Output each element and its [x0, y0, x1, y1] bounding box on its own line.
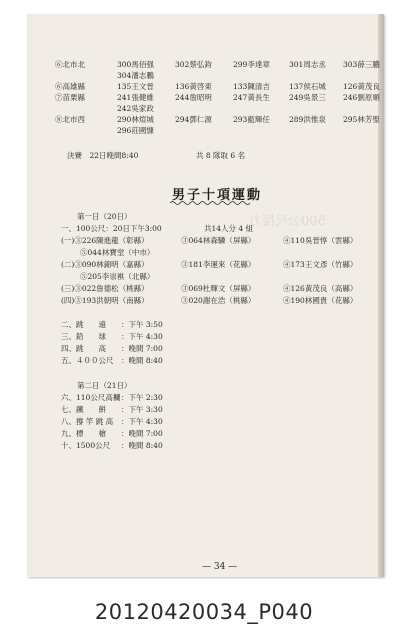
- athlete-entry: 249吳景三: [289, 93, 326, 102]
- athlete-entry: 135王文晉: [117, 82, 154, 91]
- event-name: 六、110公尺高欄: [61, 393, 121, 402]
- athlete-entry: 303薛三膿: [343, 60, 380, 69]
- athlete-entry: 241張健維: [117, 93, 154, 102]
- heat-entry: ③181李運來（花縣）: [181, 260, 256, 269]
- athlete-entry: 136黃啓東: [175, 82, 212, 91]
- day2-heading: 第二日（21日）: [77, 381, 132, 390]
- finals-time: 決賽 22日晚間8:40: [67, 151, 139, 160]
- athlete-entry: 246劉原順: [343, 93, 380, 102]
- bleed-through-text: 500公尺接力: [249, 214, 326, 229]
- heat-entry: (二)③090林錦明（嘉縣）: [61, 260, 149, 269]
- day1-heading: 第一日（20日）: [77, 212, 132, 221]
- book-page: [27, 14, 384, 577]
- event-name: 十、1500公尺: [61, 441, 111, 450]
- event-100m-note: 共14人分 4 組: [204, 224, 254, 233]
- archive-caption: 20120420034_P040: [94, 600, 314, 624]
- event-time: ：下午 4:30: [121, 417, 163, 426]
- athlete-entry: 244詹昭明: [175, 93, 212, 102]
- athlete-entry: 293藍輝任: [233, 115, 270, 124]
- section-title: 男子十項運動: [172, 188, 263, 203]
- event-time: ：晚間 8:40: [121, 356, 163, 365]
- team-name: ⑥北市北: [55, 60, 85, 69]
- event-name: 三、鉛 球: [61, 332, 106, 341]
- athlete-entry: 299李達章: [233, 60, 270, 69]
- heat-entry: ④126黃茂良（高縣）: [283, 284, 358, 293]
- heat-entry: ③064林森驎（屏縣）: [181, 236, 256, 245]
- event-name: 八、撐 竿 跳 高: [61, 417, 114, 426]
- heat-entry: (一)③226陳進龍（彰縣）: [61, 236, 149, 245]
- event-name: 七、鐵 餅: [61, 405, 106, 414]
- title-underline: [170, 200, 250, 206]
- athlete-entry: 296莊國慷: [117, 126, 154, 135]
- event-100m-label: 一、100公尺：20日下午3:00: [61, 224, 162, 233]
- event-time: ：下午 3:30: [121, 405, 163, 414]
- heat-entry: ④173王文彥（竹縣）: [283, 260, 358, 269]
- event-time: ：下午 4:30: [121, 332, 163, 341]
- heat-entry: ④190林國貴（花縣）: [283, 296, 358, 305]
- heat-entry: ⑤205李崇褀（北縣）: [80, 272, 155, 281]
- heat-entry: (三)③022詹德松（桃縣）: [61, 284, 149, 293]
- event-name: 四、跳 高: [61, 344, 106, 353]
- heat-entry: ④110吳晉惇（雲縣）: [283, 236, 358, 245]
- team-name: ⑥高雄縣: [55, 82, 85, 91]
- heat-entry: (四)③193洪朝明（南縣）: [61, 296, 149, 305]
- athlete-entry: 301周志丞: [289, 60, 326, 69]
- finals-qualify: 共 8 隊取 6 名: [196, 151, 246, 160]
- athlete-entry: 247黃長生: [233, 93, 270, 102]
- event-time: ：晚間 7:00: [121, 344, 163, 353]
- athlete-entry: 242吳家政: [117, 104, 154, 113]
- athlete-entry: 300馬佰强: [117, 60, 154, 69]
- athlete-entry: 295林芳聖: [343, 115, 380, 124]
- athlete-entry: 302蔡弘鈞: [175, 60, 212, 69]
- event-time: ：下午 2:30: [121, 393, 163, 402]
- athlete-entry: 304潘志鵬: [117, 71, 154, 80]
- team-name: ⑧北市西: [55, 115, 85, 124]
- athlete-entry: 294鄧仁源: [175, 115, 212, 124]
- athlete-entry: 290林煊城: [117, 115, 154, 124]
- event-name: 二、跳 遠: [61, 320, 106, 329]
- event-time: ：下午 3:50: [121, 320, 163, 329]
- athlete-entry: 126黃茂良: [343, 82, 380, 91]
- event-name: 五、４００公尺: [61, 356, 114, 365]
- athlete-entry: 289洪惟泉: [289, 115, 326, 124]
- event-time: ：晚間 7:00: [121, 429, 163, 438]
- heat-entry: ⑤044林寶堂（中市）: [80, 248, 155, 257]
- heat-entry: ③020謝在浩（桃縣）: [181, 296, 256, 305]
- page-number: — 34 —: [202, 562, 238, 572]
- athlete-entry: 133陳清吉: [233, 82, 270, 91]
- event-name: 九、標 槍: [61, 429, 106, 438]
- team-name: ⑦苗栗縣: [55, 93, 85, 102]
- athlete-entry: 137侯石城: [289, 82, 326, 91]
- heat-entry: ③069杜輝文（屏縣）: [181, 284, 256, 293]
- event-time: ：晚間 8:40: [121, 441, 163, 450]
